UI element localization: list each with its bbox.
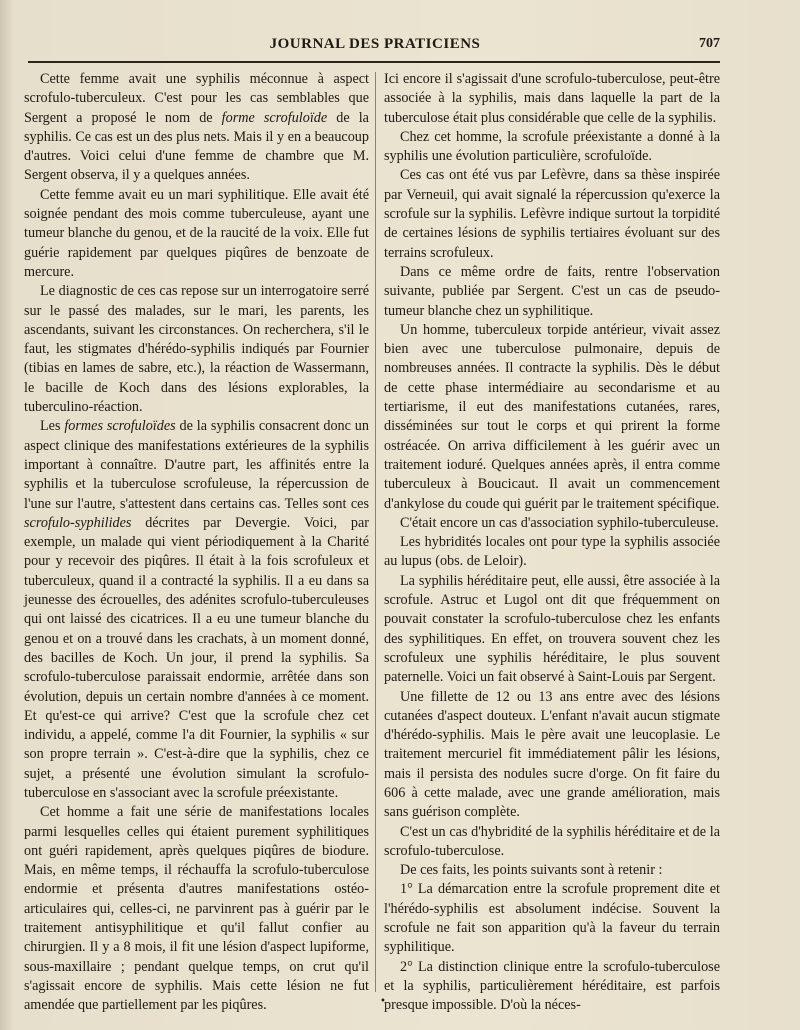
paragraph-text: Dans ce même ordre de faits, rentre l'observation suivante, publiée par Sergent. C'est un cas de pseudo-tumeur blanche chez un syphilitique. <box>384 263 720 319</box>
column-divider <box>375 72 376 992</box>
paragraph <box>384 861 720 880</box>
paragraph <box>24 417 369 803</box>
paragraph <box>384 321 720 514</box>
paragraph <box>24 186 369 282</box>
header-rule <box>28 61 720 64</box>
paragraph-text: de la syphilis. Ce cas est un des plus nets. Mais il y en a beaucoup d'autres. Voici celui d'une femme de chambre que M. Sergent observa, il y a quelques années. <box>24 109 369 184</box>
paragraph-text: C'est un cas d'hybridité de la syphilis héréditaire et de la scrofulo-tuberculose. <box>384 823 720 859</box>
right-column <box>384 70 720 1016</box>
paragraph-text: Cet homme a fait une série de manifestations locales parmi lesquelles celles qui étaient purement syphilitiques ont guéri rapidement, après quelques piqûres de biodure. Mais, en même temps, il réchauffa la scrofulo-tuberculose endormie et présenta d'autres manifestations ostéo-articulaires qui, celles-ci, ne parvinrent pas à guérir par le traitement antisyphilitique et qu'il fallut confier au chirurgien. Il y a 8 mois, il fit une lésion d'aspect lupiforme, sous-maxillaire ; pendant quelque temps, on crut qu'il s'agissait encore de syphilis. Mais cette lésion ne fut amendée que partiellement par les piqûres. <box>24 804 369 1014</box>
journal-title: JOURNAL DES PRATICIENS <box>269 36 481 52</box>
left-column <box>24 70 369 1016</box>
page-number: 707 <box>699 36 720 51</box>
paragraph <box>384 263 720 321</box>
paragraph-text: C'était encore un cas d'association syphilo-tuberculeuse. <box>400 514 719 531</box>
paragraph-text: 1° La démarcation entre la scrofule proprement dite et l'hérédo-syphilis est absolument indécise. Souvent la scrofule ne fait son apparition qu'à la faveur du terrain syphilitique. <box>384 881 720 956</box>
paragraph <box>384 70 720 128</box>
paragraph <box>384 514 720 533</box>
paragraph <box>384 823 720 862</box>
paragraph <box>384 688 720 823</box>
paragraph-text: Cette femme avait une syphilis méconnue à aspect scrofulo-tuberculeux. C'est pour les cas semblables que Sergent a proposé le nom de <box>24 71 369 126</box>
paragraph-text: La syphilis héréditaire peut, elle aussi, être associée à la scrofule. Astruc et Lugol ont dit que fréquemment on pouvait constater la scrofulo-tuberculose chez les enfants des syphilitiques. En effet, on trouvera souvent chez les scrofuleux une syphilis héréditaire, le plus souvent paternelle. Voici un fait observé à Saint-Louis par Sergent. <box>384 572 720 686</box>
paragraph <box>384 572 720 688</box>
paragraph-text: Le diagnostic de ces cas repose sur un interrogatoire serré sur le passé des malades, sur le mari, les parents, les ascendants, suivant les circonstances. On recherchera, s'il le faut, les stigmates d'hérédo-syphilis indiqués par Fournier (tibias en lames de sabre, etc.), la réaction de Wassermann, le bacille de Koch dans des lésions explorables, la tuberculino-réaction. <box>24 283 369 416</box>
running-header <box>30 36 720 58</box>
paragraph-text: Un homme, tuberculeux torpide antérieur, vivait assez bien avec une tuberculose pulmonaire, depuis de nombreuses années. Il contracte la syphilis. Dès le début de cette phase intermédiaire au secondarisme et au tertiarisme, il eut des manifestations cutanées, rares, disséminées sur tout le corps et qui prirent la forme ostréacée. On arriva difficilement à les guérir avec un traitement ioduré. Quelques années après, il entra comme tuberculeux à Boucicaut. Il avait un commencement d'ankylose du coude qui guérit par le traitement spécifique. <box>384 321 720 512</box>
paragraph-text: Les <box>40 418 65 435</box>
paragraph-text: de la syphilis consacrent donc un aspect clinique des manifestations extérieures de la syphilis important à connaître. D'autre part, les affinités entre la syphilis et la tuberculose scrofuleuse, la répercussion de l'une sur l'autre, s'attestent dans certains cas. Telles sont ces <box>24 418 369 512</box>
paragraph-text: Ici encore il s'agissait d'une scrofulo-tuberculose, peut-être associée à la syphilis, mais dans laquelle la part de la tuberculose était plus considérable que celle de la syphilis. <box>384 71 720 126</box>
paragraph <box>384 880 720 957</box>
paragraph <box>384 958 720 1016</box>
paragraph-text: Cette femme avait eu un mari syphilitique. Elle avait été soignée pendant des mois comme tuberculeuse, ayant une tumeur blanche du genou, et de la raucité de la voix. Elle fut guérie rapidement par quelques piqûres de benzoate de mercure. <box>24 186 369 280</box>
paragraph-text: Ces cas ont été vus par Lefèvre, dans sa thèse inspirée par Verneuil, qui avait signalé la répercussion qu'exerce la scrofule sur la syphilis. Lefèvre indique surtout la torpidité de certaines lésions de syphilis tertiaires évoluant sur des terrains scrofuleux. <box>384 167 720 261</box>
italic-term: scrofulo-syphilides <box>24 514 132 531</box>
paragraph <box>24 70 369 186</box>
paragraph-text: Chez cet homme, la scrofule préexistante a donné à la syphilis une évolution particulière, scrofuloïde. <box>384 128 720 165</box>
italic-term: forme scrofuloïde <box>221 109 328 126</box>
paragraph <box>384 128 720 167</box>
paragraph <box>24 803 369 1015</box>
paragraph-text: décrites par Devergie. Voici, par exemple, un malade qui vient périodiquement à la Charité pour y recevoir des piqûres. Il était à la fois scrofuleux et tuberculeux, quand il a contracté la syphilis. Il a eu dans sa jeunesse des écrouelles, des adénites scrofulo-tuberculeuses qui ont laissé des cicatrices. Il a eu une tumeur blanche du genou et on a trouvé dans les crachats, à un moment donné, des bacilles de Koch. Un jour, il prend la syphilis. Sa scrofulo-tuberculose paraissait endormie, arrêtée dans son évolution, depuis un certain nombre d'années à ce moment. Et qu'est-ce qui arrive? C'est que la scrofule chez cet individu, a appelé, comme l'a dit Fournier, la syphilis « sur son propre terrain ». C'est-à-dire que la syphilis, chez ce sujet, a présenté une évolution simulant la scrofulo-tuberculose en s'associant avec la scrofule préexistante. <box>24 514 369 801</box>
paragraph <box>384 533 720 572</box>
paragraph-text: De ces faits, les points suivants sont à retenir : <box>400 862 663 879</box>
footer-mark: • <box>380 996 386 1007</box>
paragraph <box>24 282 369 417</box>
paragraph-text: Une fillette de 12 ou 13 ans entre avec des lésions cutanées d'aspect douteux. L'enfant n'avait aucun stigmate d'hérédo-syphilis. Mais le père avait une leucoplasie. Le traitement mercuriel fit immédiatement pâlir les lésions, mais il persista des nodules sucre d'orge. On fit faire du 606 à cette malade, avec une grande amélioration, mais sans guérison complète. <box>384 688 720 821</box>
italic-term: formes scrofuloïdes <box>64 418 176 435</box>
paragraph-text: 2° La distinction clinique entre la scrofulo-tuberculose et la syphilis, particulièrement héréditaire, est parfois presque impossible. D'où la néces- <box>384 958 720 1014</box>
paragraph-text: Les hybridités locales ont pour type la syphilis associée au lupus (obs. de Leloir). <box>384 534 720 570</box>
paragraph <box>384 166 720 262</box>
